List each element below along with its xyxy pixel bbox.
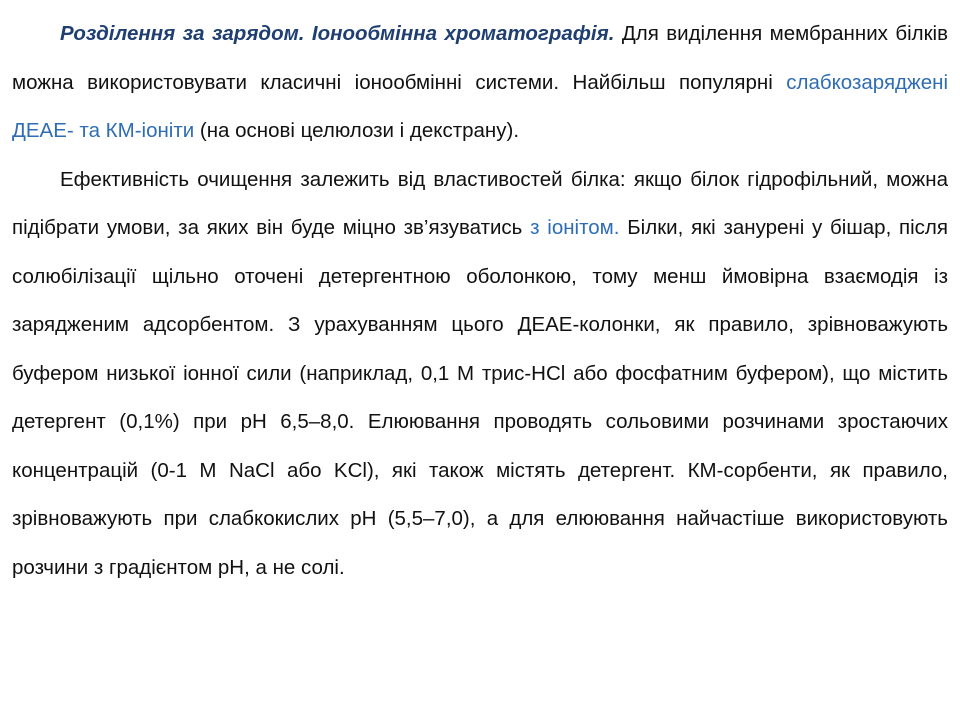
slide-body [12,10,948,592]
paragraph-text: Для виділення мембранних білків можна використовувати класичні іонообмінні системи. Найбільш популярні [12,22,949,94]
paragraph-text: Білки, які занурені у бішар, після солюбілізації щільно оточені детергентною оболонкою, тому менш ймовірна взаємодія із зарядженим адсорбентом. З урахуванням цього ДЕАЕ-колонки, як правило, зрівноважують буфером низької іонної сили (наприклад, 0,1 М трис-HCl або фосфатним буфером), що містить детергент (0,1%) при pH 6,5–8,0. Елюювання проводять сольовими розчинами зростаючих концентрацій (0-1 М NaCl або KCl), які також містять детергент. КМ-сорбенти, як правило, зрівноважують при слабкокислих pH (5,5–7,0), а для елюювання найчастіше використовують розчини з градієнтом pH, а не солі. [12,216,948,579]
paragraph-text: (на основі целюлози і декстрану). [194,119,520,142]
highlighted-term: слабкозаряджені ДЕАЕ- та КМ-іоніти [12,70,948,142]
section-heading: Розділення за зарядом. Іонообмінна хроматографія. [60,22,615,45]
highlighted-term: з іонітом. [530,216,620,239]
paragraph-ion-exchange-intro [12,10,948,156]
paragraph-text: Ефективність очищення залежить від властивостей білка: якщо білок гідрофільний, можна підібрати умови, за яких він буде міцно зв’язуватись [12,167,948,239]
paragraph-purification-efficiency [12,156,948,593]
